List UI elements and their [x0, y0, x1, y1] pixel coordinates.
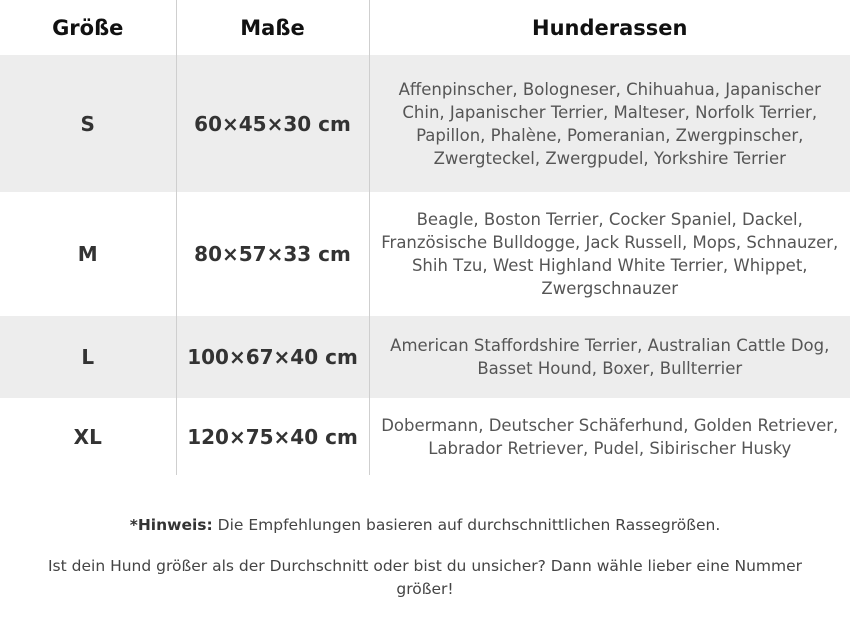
header-dimensions: Maße: [176, 0, 369, 55]
hint-line: [0, 514, 850, 537]
dimensions-cell: 60×45×30 cm: [176, 55, 369, 192]
dimensions-cell: 100×67×40 cm: [176, 316, 369, 398]
table-row-m: [0, 192, 850, 316]
hint-label: *Hinweis:: [129, 516, 213, 534]
note-section: [0, 514, 850, 601]
breeds-cell: American Staffordshire Terrier, Australian Cattle Dog, Basset Hound, Boxer, Bullterrier: [369, 316, 850, 398]
breeds-cell: Affenpinscher, Bologneser, Chihuahua, Japanischer Chin, Japanischer Terrier, Malteser, Norfolk Terrier, Papillon, Phalène, Pomeranian, Zwergpinscher, Zwergteckel, Zwergpudel, Yorkshire Terrier: [369, 55, 850, 192]
size-cell: S: [0, 55, 176, 192]
size-cell: L: [0, 316, 176, 398]
header-breeds: Hunderassen: [369, 0, 850, 55]
size-cell: M: [77, 242, 98, 266]
table-header-row: [0, 0, 850, 55]
hint-text: Die Empfehlungen basieren auf durchschnittlichen Rassegrößen.: [217, 516, 721, 534]
table-row-s: [0, 55, 850, 192]
dimensions-cell: 80×57×33 cm: [176, 192, 369, 316]
header-size: Größe: [52, 15, 124, 40]
advice-text: Ist dein Hund größer als der Durchschnitt oder bist du unsicher? Dann wähle lieber eine Nummer größer!: [47, 557, 803, 598]
breeds-cell: Dobermann, Deutscher Schäferhund, Golden Retriever, Labrador Retriever, Pudel, Sibirischer Husky: [369, 398, 850, 475]
table-row-xl: [0, 398, 850, 475]
size-cell: XL: [73, 424, 102, 449]
breeds-cell: Beagle, Boston Terrier, Cocker Spaniel, Dackel, Französische Bulldogge, Jack Russell, Mops, Schnauzer, Shih Tzu, West Highland White Terrier, Whippet, Zwergschnauzer: [369, 192, 850, 316]
dimensions-cell: 120×75×40 cm: [176, 398, 369, 475]
table-row-l: [0, 316, 850, 398]
